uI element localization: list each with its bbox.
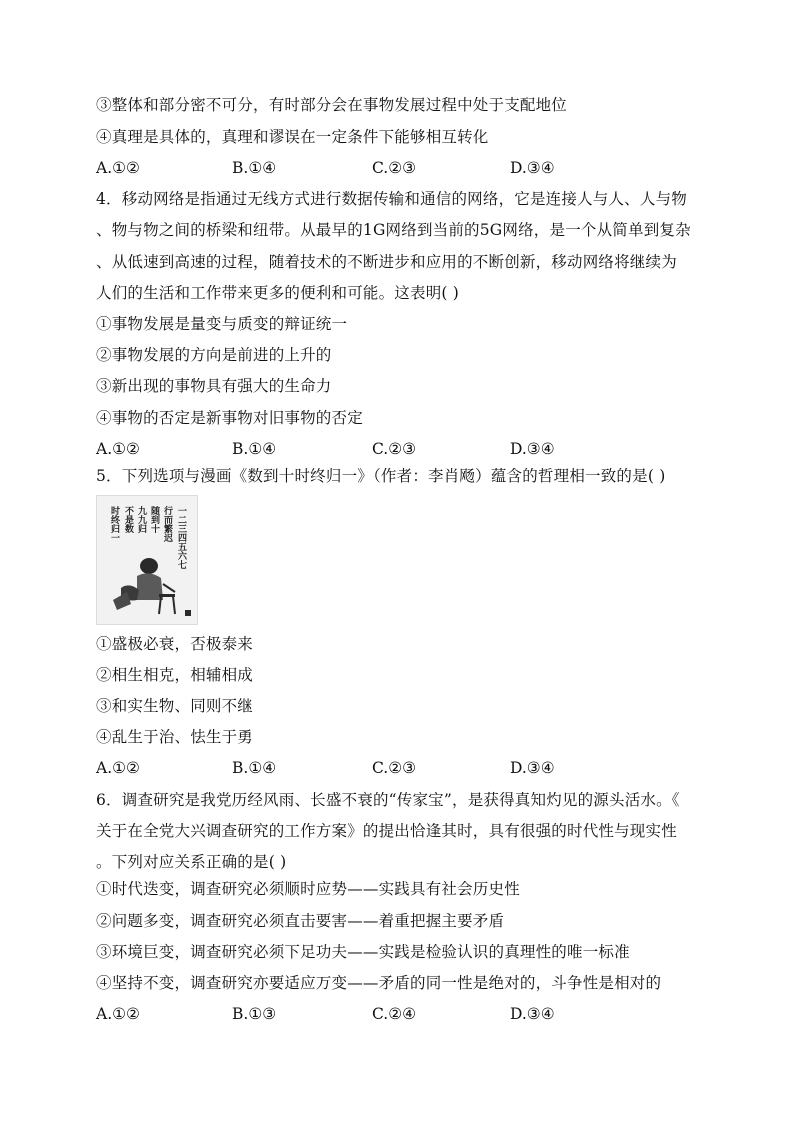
- q4-option-b[interactable]: B.①④: [232, 440, 277, 458]
- q3-option-d[interactable]: D.③④: [510, 159, 555, 177]
- cartoon-col-3: 随到十: [149, 506, 159, 533]
- q4-option-a[interactable]: A.①②: [96, 440, 140, 458]
- q3-statement-4: ④真理是具体的，真理和谬误在一定条件下能够相互转化: [96, 128, 489, 146]
- stool-leg-2: [173, 596, 175, 614]
- q6-option-d[interactable]: D.③④: [510, 1005, 555, 1023]
- q4-stem-line-2: 、物与物之间的桥梁和纽带。从最早的1G网络到当前的5G网络，是一个从简单到复杂: [96, 221, 691, 239]
- q6-option-a[interactable]: A.①②: [96, 1005, 140, 1023]
- cartoon-col-6: 时终归一: [109, 506, 119, 542]
- q6-stem-line-1: 6．调查研究是我党历经风雨、长盛不衰的“传家宝”，是获得真知灼见的源头活水。《: [96, 791, 680, 809]
- cartoon-col-5: 不是数: [123, 506, 133, 533]
- q5-option-b[interactable]: B.①④: [232, 759, 277, 777]
- q6-stem-line-3: 。下列对应关系正确的是( ): [96, 853, 287, 871]
- q6-statement-3: ③环境巨变，调查研究必须下足功夫——实践是检验认识的真理性的唯一标准: [96, 943, 630, 961]
- q6-statement-2: ②问题多变，调查研究必须直击要害——着重把握主要矛盾: [96, 912, 505, 930]
- q5-option-c[interactable]: C.②③: [372, 759, 417, 777]
- q6-statement-1: ①时代迭变，调查研究必须顺时应势——实践具有社会历史性: [96, 880, 520, 898]
- q6-option-b[interactable]: B.①③: [232, 1005, 277, 1023]
- q4-stem-line-3: 、从低速到高速的过程，随着技术的不断进步和应用的不断创新，移动网络将继续为: [96, 253, 677, 271]
- figure-head: [140, 558, 158, 574]
- q6-options: [96, 1004, 696, 1024]
- q5-statement-4: ④乱生于治、怯生于勇: [96, 728, 254, 746]
- q4-statement-4: ④事物的否定是新事物对旧事物的否定: [96, 409, 363, 427]
- q6-stem-line-2: 关于在全党大兴调查研究的工作方案》的提出恰逢其时，具有很强的时代性与现实性: [96, 822, 677, 840]
- q4-option-d[interactable]: D.③④: [510, 440, 555, 458]
- cartoon-col-4: 九九归: [136, 506, 146, 533]
- q6-option-c[interactable]: C.②④: [372, 1005, 417, 1023]
- cartoon-image: [96, 495, 198, 625]
- q3-option-a[interactable]: A.①②: [96, 159, 140, 177]
- q4-stem-line-4: 人们的生活和工作带来更多的便利和可能。这表明( ): [96, 284, 460, 302]
- q4-stem-line-1: 4．移动网络是指通过无线方式进行数据传输和通信的网络，它是连接人与人、人与物: [96, 190, 687, 208]
- q3-option-b[interactable]: B.①④: [232, 159, 277, 177]
- q5-option-d[interactable]: D.③④: [510, 759, 555, 777]
- q3-options: [96, 158, 696, 178]
- q4-statement-3: ③新出现的事物具有强大的生命力: [96, 377, 332, 395]
- q5-stem: 5．下列选项与漫画《数到十时终归一》（作者：李肖飏）蕴含的哲理相一致的是( ): [96, 467, 666, 485]
- q3-statement-3: ③整体和部分密不可分，有时部分会在事物发展过程中处于支配地位: [96, 96, 568, 114]
- q5-statement-2: ②相生相克，相辅相成: [96, 666, 254, 684]
- q4-options: [96, 439, 696, 459]
- cartoon-col-1: 一二三四五六七: [176, 506, 186, 569]
- cartoon-drawing: [97, 496, 197, 624]
- figure-arm: [163, 584, 175, 592]
- q6-statement-4: ④坚持不变，调查研究亦要适应万变——矛盾的同一性是绝对的，斗争性是相对的: [96, 974, 662, 992]
- q5-statement-3: ③和实生物、同则不继: [96, 697, 254, 715]
- q4-option-c[interactable]: C.②③: [372, 440, 417, 458]
- q4-statement-2: ②事物发展的方向是前进的上升的: [96, 346, 332, 364]
- q4-statement-1: ①事物发展是量变与质变的辩证统一: [96, 315, 348, 333]
- cartoon-seal: [185, 610, 191, 616]
- q5-options: [96, 758, 696, 778]
- q5-option-a[interactable]: A.①②: [96, 759, 140, 777]
- cartoon-col-2: 行而繁迟: [162, 506, 172, 542]
- q3-option-c[interactable]: C.②③: [372, 159, 417, 177]
- q5-statement-1: ①盛极必衰，否极泰来: [96, 635, 254, 653]
